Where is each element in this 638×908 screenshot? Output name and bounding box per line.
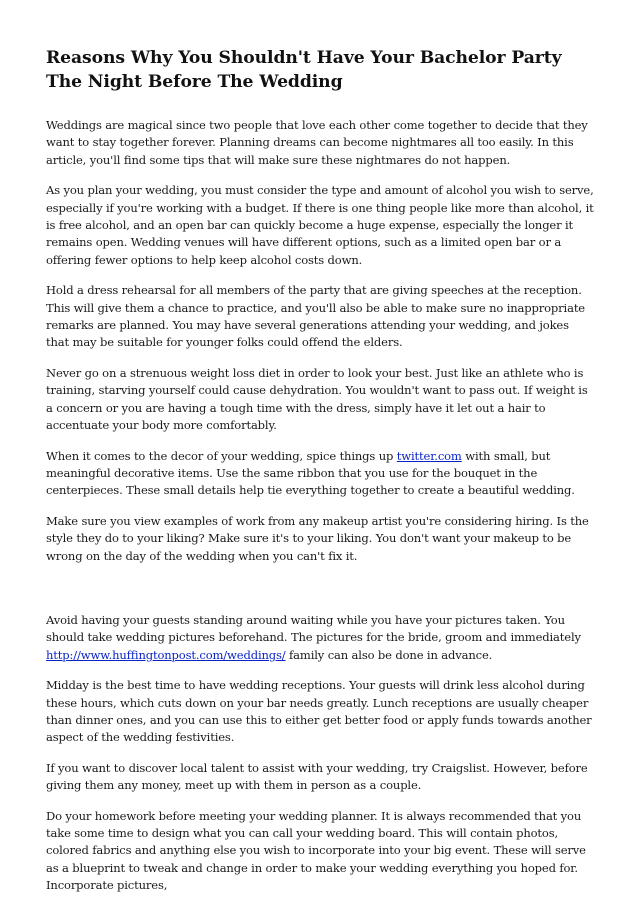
paragraph-planner: Do your homework before meeting your wedding planner. It is always recommended that you take some time to design what you can call your wedding board. This will contain photos, colored fabrics and anything else you wish to incorporate into your big event. These will serve as a blueprint to tweak and change in order to make your wedding everything you hoped for. Incorporate pictures, [46, 808, 586, 893]
paragraph-decor-text-start: When it comes to the decor of your wedding, spice things up [46, 448, 397, 463]
paragraph-makeup: Make sure you view examples of work from any makeup artist you're considering hiring. Is the style they do to your liking? Make sure it's to your liking. You don't want your makeup to be wrong on the day of the wedding when you can't fix it. [46, 513, 589, 563]
twitter-link[interactable]: twitter.com [396, 448, 462, 463]
paragraph-diet: Never go on a strenuous weight loss diet in order to look your best. Just like an athlete who is training, starving yourself could cause dehydration. You wouldn't want to pass out. If weight is a concern or you are having a tough time with the dress, simply have it let out a hair to accentuate your body more comfortably. [46, 365, 588, 433]
paragraph-craigslist: If you want to discover local talent to assist with your wedding, try Craigslist. However, before giving them any money, meet up with them in person as a couple. [46, 760, 588, 793]
paragraph-rehearsal: Hold a dress rehearsal for all members of the party that are giving speeches at the reception. This will give them a chance to practice, and you'll also be able to make sure no inappropriate remarks are planned. You may have several generations attending your wedding, and jokes that may be suitable for younger folks could offend the elders. [46, 283, 585, 350]
paragraph-intro: Weddings are magical since two people that love each other come together to decide that they want to stay together forever. Planning dreams can become nightmares all too easily. In this article, you'll find some tips that will make sure these nightmares do not happen. [46, 118, 588, 167]
article-title: Reasons Why You Shouldn't Have Your Bachelor Party The Night Before The Wedding [46, 48, 562, 92]
paragraph-midday: Midday is the best time to have wedding receptions. Your guests will drink less alcohol during these hours, which cuts down on your bar needs greatly. Lunch receptions are usually cheaper than dinner ones, and you can use this to either get better food or apply funds towards another aspect of the wedding festivities. [46, 678, 592, 745]
paragraph-pictures-text-end: family can also be done in advance. [285, 647, 493, 662]
document-page [46, 46, 594, 908]
paragraph-decor-text-end: with small, but meaningful decorative items. Use the same ribbon that you use for the bouquet in the centerpieces. These small details help tie everything together to create a beautiful wedding. [46, 448, 575, 498]
paragraph-pictures-text-start: Avoid having your guests standing around waiting while you have your pictures taken. You should take wedding pictures beforehand. The pictures for the bride, groom and immediately [46, 612, 581, 645]
huffingtonpost-link[interactable]: http://www.huffingtonpost.com/weddings/ [46, 647, 286, 662]
paragraph-decor [46, 448, 594, 500]
paragraph-pictures [46, 612, 594, 664]
paragraph-alcohol: As you plan your wedding, you must consider the type and amount of alcohol you wish to serve, especially if you're working with a budget. If there is one thing people like more than alcohol, it is free alcohol, and an open bar can quickly become a huge expense, especially the longer it remains open. Wedding venues will have different options, such as a limited open bar or a offering fewer options to help keep alcohol costs down. [46, 183, 594, 267]
